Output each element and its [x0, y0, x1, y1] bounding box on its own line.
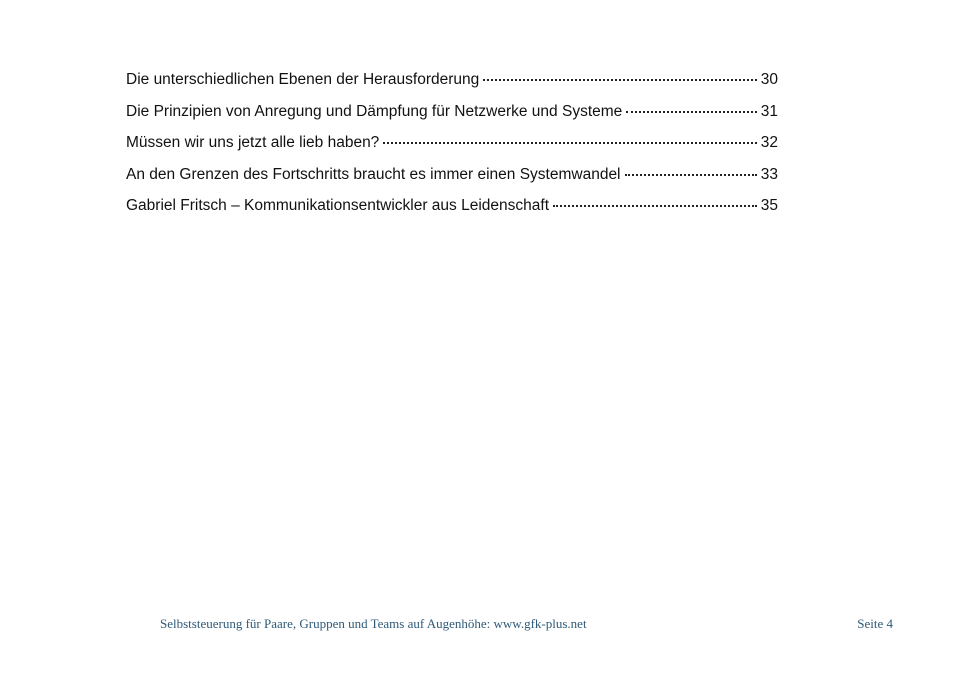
toc-dot-leader — [625, 173, 757, 176]
toc-entry-page: 35 — [760, 197, 778, 214]
toc-dot-leader — [626, 110, 756, 113]
toc-entry-title: Gabriel Fritsch – Kommunikationsentwickler aus Leidenschaft — [126, 197, 549, 214]
toc-entry[interactable] — [126, 68, 778, 100]
toc-entry-title: An den Grenzen des Fortschritts braucht es immer einen Systemwandel — [126, 165, 621, 183]
toc-entry[interactable] — [126, 131, 778, 163]
toc-entry-title: Die Prinzipien von Anregung und Dämpfung für Netzwerke und Systeme — [126, 102, 623, 120]
toc-entry-title: Die unterschiedlichen Ebenen der Herausforderung — [126, 71, 480, 88]
footer-page-number: Seite 4 — [857, 616, 893, 631]
toc-entry-page: 30 — [760, 71, 778, 88]
footer-title-and-url: Selbststeuerung für Paare, Gruppen und Teams auf Augenhöhe: www.gfk-plus.net — [160, 616, 587, 631]
toc-entry-title: Müssen wir uns jetzt alle lieb haben? — [126, 134, 380, 151]
toc-dot-leader — [383, 141, 756, 144]
toc-dot-leader — [483, 78, 756, 81]
toc-entry-page: 32 — [760, 134, 778, 151]
toc-dot-leader — [553, 204, 757, 207]
page-footer — [160, 616, 893, 636]
toc-entry[interactable] — [126, 100, 778, 132]
toc-entry-page: 31 — [760, 102, 778, 120]
table-of-contents — [126, 68, 778, 226]
toc-entry-page: 33 — [760, 165, 778, 183]
toc-entry[interactable] — [126, 194, 778, 226]
toc-entry[interactable] — [126, 163, 778, 195]
